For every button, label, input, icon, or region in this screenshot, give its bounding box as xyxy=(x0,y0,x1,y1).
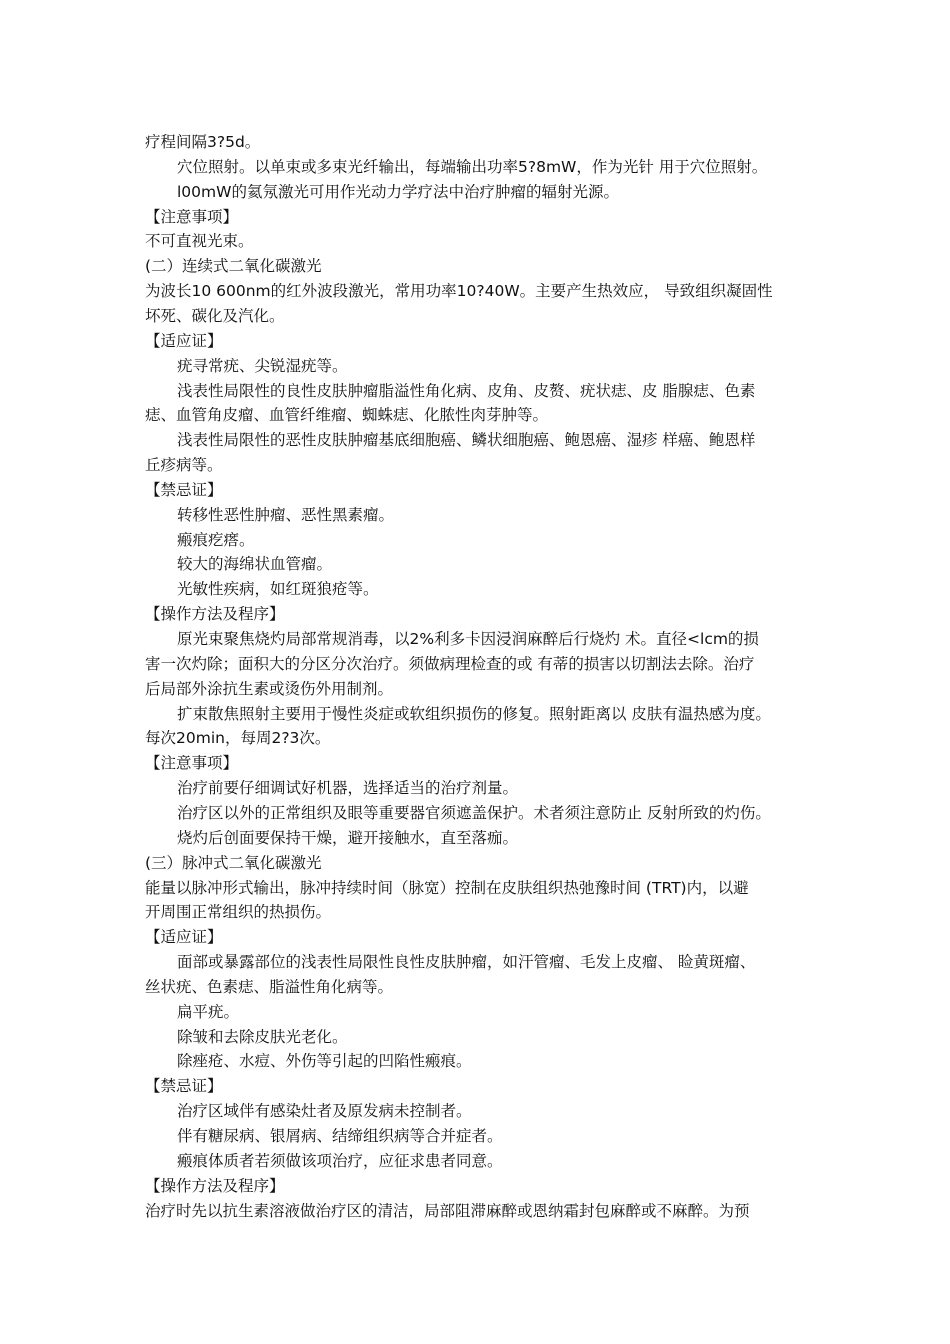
text-line: 穴位照射。以单束或多束光纤输出，每端输出功率5?8mW，作为光针 用于穴位照射。 xyxy=(177,157,768,176)
text-line: (三）脉冲式二氧化碳激光 xyxy=(145,853,322,872)
text-line: 较大的海绵状血管瘤。 xyxy=(177,555,333,574)
text-line: 瘢痕疙瘩。 xyxy=(177,530,255,549)
text-line: 害一次灼除；面积大的分区分次治疗。须做病理检查的或 有蒂的损害以切割法去除。治疗 xyxy=(145,654,755,673)
text-line: 浅表性局限性的恶性皮肤肿瘤基底细胞癌、鳞状细胞癌、鲍恩癌、湿疹 样癌、鲍恩样 xyxy=(177,431,756,450)
text-line: 【禁忌证】 xyxy=(145,480,223,499)
text-line: 坏死、碳化及汽化。 xyxy=(145,306,285,325)
text-line: 丘疹病等。 xyxy=(145,456,223,475)
text-line: 除痤疮、水痘、外伤等引起的凹陷性瘢痕。 xyxy=(177,1052,472,1071)
text-line: 能量以脉冲形式输出，脉冲持续时间（脉宽）控制在皮肤组织热弛豫时间 (TRT)内，以避 xyxy=(145,878,749,897)
text-line: 烧灼后创面要保持干燥，避开接触水，直至落痂。 xyxy=(177,828,519,847)
text-line: 扩束散焦照射主要用于慢性炎症或软组织损伤的修复。照射距离以 皮肤有温热感为度。 xyxy=(177,704,771,723)
text-line: 治疗时先以抗生素溶液做治疗区的清洁，局部阻滞麻醉或恩纳霜封包麻醉或不麻醉。为预 xyxy=(145,1201,750,1220)
text-line: 【适应证】 xyxy=(145,928,223,947)
text-line: 【禁忌证】 xyxy=(145,1077,223,1096)
text-line: 【操作方法及程序】 xyxy=(145,1176,285,1195)
text-line: 【注意事项】 xyxy=(145,207,239,226)
text-line: 治疗前要仔细调试好机器，选择适当的治疗剂量。 xyxy=(177,779,519,798)
text-line: 治疗区域伴有感染灶者及原发病未控制者。 xyxy=(177,1102,472,1121)
text-line: 后局部外涂抗生素或烫伤外用制剂。 xyxy=(145,679,394,698)
text-line: 开周围正常组织的热损伤。 xyxy=(145,903,332,922)
text-line: 治疗区以外的正常组织及眼等重要器官须遮盖保护。术者须注意防止 反射所致的灼伤。 xyxy=(177,803,771,822)
text-line: 伴有糖尿病、银屑病、结缔组织病等合并症者。 xyxy=(177,1127,503,1145)
text-line: 为波长10 600nm的红外波段激光，常用功率10?40W。主要产生热效应， 导致组织凝固性 xyxy=(145,282,773,301)
text-line: 疣寻常疣、尖锐湿疣等。 xyxy=(177,356,348,375)
text-line: 瘢痕体质者若须做该项治疗，应征求患者同意。 xyxy=(177,1151,503,1170)
text-line: 浅表性局限性的良性皮肤肿瘤脂溢性角化病、皮角、皮赘、疣状痣、皮 脂腺痣、色素 xyxy=(177,381,756,400)
text-line: 丝状疣、色素痣、脂溢性角化病等。 xyxy=(145,977,394,996)
text-line: 扁平疣。 xyxy=(177,1002,240,1021)
text-line: 除皱和去除皮肤光老化。 xyxy=(177,1027,348,1046)
text-line: 不可直视光束。 xyxy=(145,232,254,251)
text-line: 转移性恶性肿瘤、恶性黑素瘤。 xyxy=(177,505,395,524)
text-line: 面部或暴露部位的浅表性局限性良性皮肤肿瘤，如汗管瘤、毛发上皮瘤、 睑黄斑瘤、 xyxy=(177,953,756,972)
text-line: 【适应证】 xyxy=(145,331,223,350)
text-line: 每次20min，每周2?3次。 xyxy=(145,729,331,748)
text-line: 原光束聚焦烧灼局部常规消毒，以2%利多卡因浸润麻醉后行烧灼 术。直径<lcm的损 xyxy=(177,630,759,648)
text-line: 【注意事项】 xyxy=(145,754,239,773)
text-line: l00mW的氦氖激光可用作光动力学疗法中治疗肿瘤的辐射光源。 xyxy=(177,182,619,201)
text-line: 疗程间隔3?5d。 xyxy=(145,133,261,151)
text-line: 痣、血管角皮瘤、血管纤维瘤、蜘蛛痣、化脓性肉芽肿等。 xyxy=(145,406,549,425)
text-line: 光敏性疾病，如红斑狼疮等。 xyxy=(177,580,379,599)
text-line: (二）连续式二氧化碳激光 xyxy=(145,257,322,276)
text-line: 【操作方法及程序】 xyxy=(145,605,285,624)
